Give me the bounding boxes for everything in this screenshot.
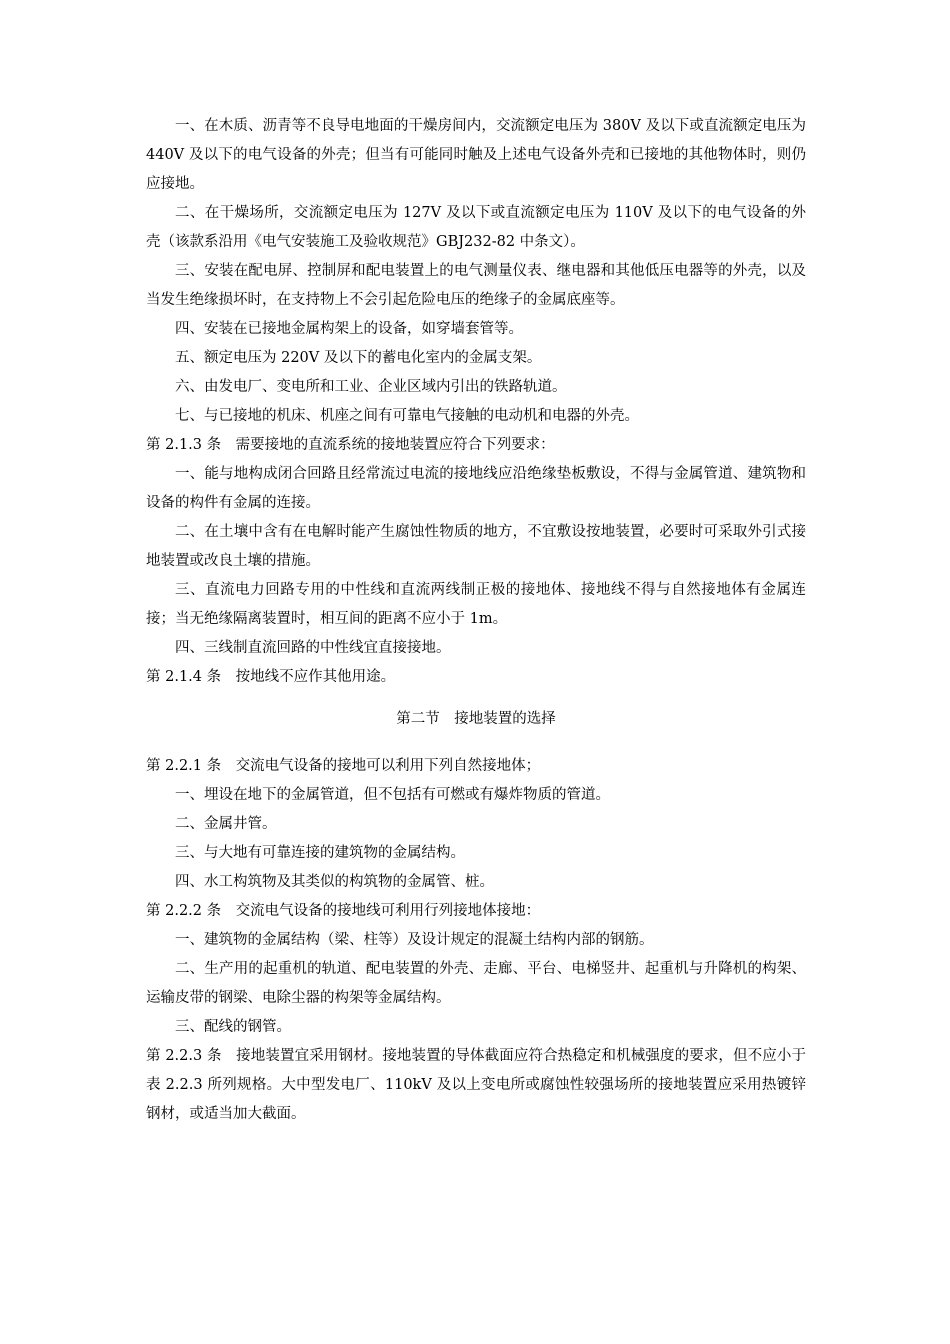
item-paragraph: 六、由发电厂、变电所和工业、企业区域内引出的铁路轨道。 xyxy=(175,379,567,395)
document-body xyxy=(146,112,806,1129)
item-paragraph: 二、在干燥场所，交流额定电压为 127V 及以下或直流额定电压为 110V 及以下的电气设备的外壳（该款系沿用《电气安装施工及验收规范》GBJ232-82 中条文）。 xyxy=(146,205,806,250)
item-paragraph: 七、与已接地的机床、机座之间有可靠电气接触的电动机和电器的外壳。 xyxy=(175,408,639,424)
item-paragraph: 五、额定电压为 220V 及以下的蓄电化室内的金属支架。 xyxy=(175,350,542,366)
item-paragraph: 三、直流电力回路专用的中性线和直流两线制正极的接地体、接地线不得与自然接地体有金属连接；当无绝缘隔离装置时，相互间的距离不应小于 1m。 xyxy=(146,582,806,627)
item-paragraph: 四、水工构筑物及其类似的构筑物的金属管、桩。 xyxy=(175,874,494,890)
clause-paragraph: 第 2.1.4 条 按地线不应作其他用途。 xyxy=(146,669,396,685)
item-paragraph: 一、埋设在地下的金属管道，但不包括有可燃或有爆炸物质的管道。 xyxy=(175,787,610,803)
section-heading: 第二节 接地装置的选择 xyxy=(396,711,556,727)
clause-paragraph: 第 2.1.3 条 需要接地的直流系统的接地装置应符合下列要求： xyxy=(146,437,555,453)
item-paragraph: 二、生产用的起重机的轨道、配电装置的外壳、走廊、平台、电梯竖井、起重机与升降机的构架、运输皮带的钢梁、电除尘器的构架等金属结构。 xyxy=(146,961,806,1006)
item-paragraph: 一、建筑物的金属结构（梁、柱等）及设计规定的混凝土结构内部的钢筋。 xyxy=(175,932,654,948)
item-paragraph: 四、安装在已接地金属构架上的设备，如穿墙套管等。 xyxy=(175,321,523,337)
clause-paragraph: 第 2.2.3 条 接地装置宜采用钢材。接地装置的导体截面应符合热稳定和机械强度的要求，但不应小于表 2.2.3 所列规格。大中型发电厂、110kV 及以上变电所或腐蚀性较强场所的接地装置应采用热镀锌钢材，或适当加大截面。 xyxy=(146,1048,806,1122)
item-paragraph: 二、在土壤中含有在电解时能产生腐蚀性物质的地方，不宜敷设按地装置，必要时可采取外引式接地装置或改良土壤的措施。 xyxy=(146,524,806,569)
item-paragraph: 四、三线制直流回路的中性线宜直接接地。 xyxy=(175,640,451,656)
item-paragraph: 二、金属井管。 xyxy=(175,816,277,832)
item-paragraph: 三、安装在配电屏、控制屏和配电装置上的电气测量仪表、继电器和其他低压电器等的外壳，以及当发生绝缘损坏时，在支持物上不会引起危险电压的绝缘子的金属底座等。 xyxy=(146,263,806,308)
item-paragraph: 三、配线的钢管。 xyxy=(175,1019,291,1035)
item-paragraph: 一、在木质、沥青等不良导电地面的干燥房间内，交流额定电压为 380V 及以下或直流额定电压为 440V 及以下的电气设备的外壳；但当有可能同时触及上述电气设备外壳和已接地的其他物体时，则仍应接地。 xyxy=(146,118,806,192)
item-paragraph: 一、能与地构成闭合回路且经常流过电流的接地线应沿绝缘垫板敷设，不得与金属管道、建筑物和设备的构件有金属的连接。 xyxy=(146,466,806,511)
item-paragraph: 三、与大地有可靠连接的建筑物的金属结构。 xyxy=(175,845,465,861)
clause-paragraph: 第 2.2.2 条 交流电气设备的接地线可利用行列接地体接地： xyxy=(146,903,541,919)
clause-paragraph: 第 2.2.1 条 交流电气设备的接地可以利用下列自然接地体； xyxy=(146,758,541,774)
